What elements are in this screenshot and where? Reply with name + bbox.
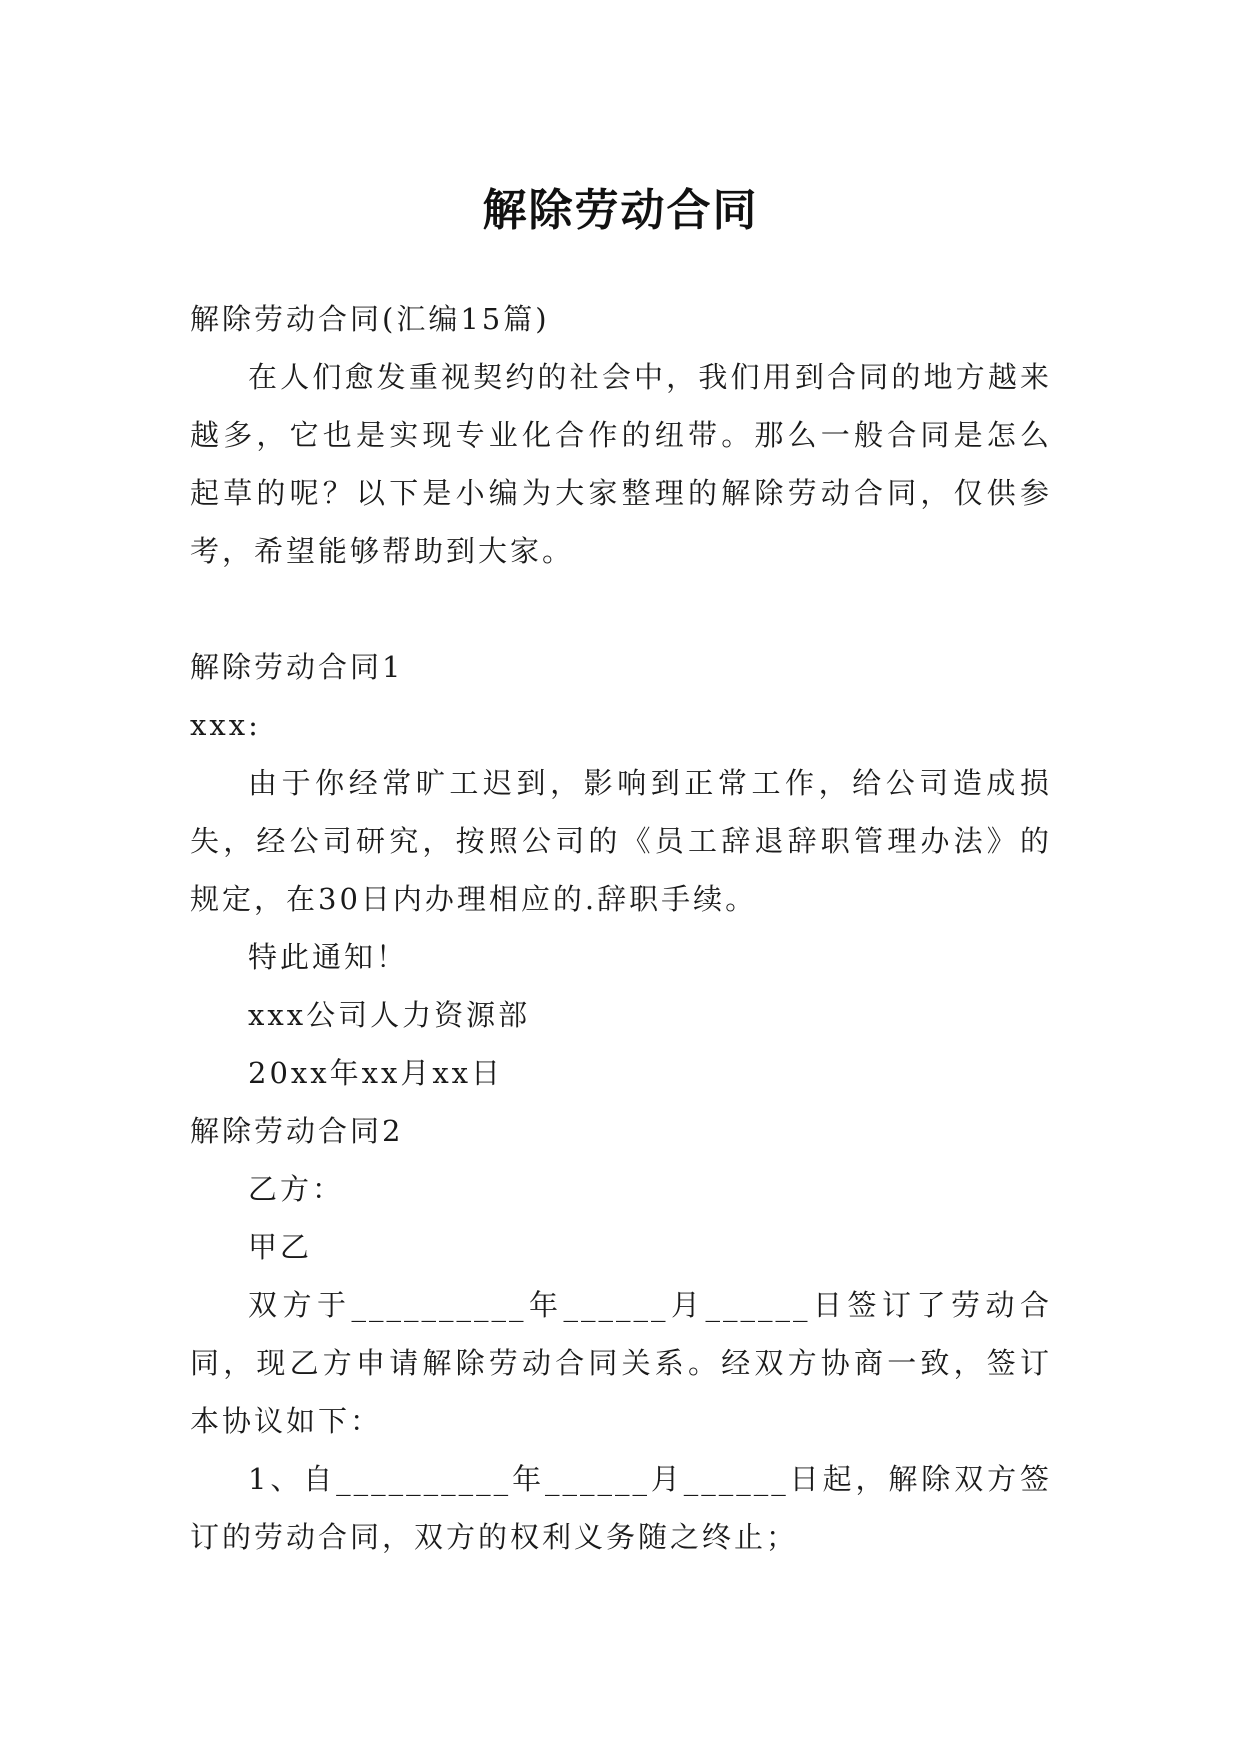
parties-line: 甲乙 <box>248 1230 313 1264</box>
collection-subtitle: 解除劳动合同(汇编15篇) <box>190 302 550 336</box>
notice-body-paragraph: 由于你经常旷工迟到，影响到正常工作，给公司造成损失，经公司研究，按照公司的《员工辞退辞职管理办法》的规定，在30日内办理相应的.辞职手续。 <box>190 766 1052 916</box>
party-b-line: 乙方： <box>248 1172 345 1206</box>
issuer-line: xxx公司人力资源部 <box>248 998 531 1032</box>
clause-1-paragraph: 1、自__________年______月______日起，解除双方签订的劳动合同，双方的权利义务随之终止； <box>190 1462 1052 1554</box>
section-heading-2: 解除劳动合同2 <box>190 1114 404 1148</box>
date-line: 20xx年xx月xx日 <box>248 1056 504 1090</box>
document-body <box>190 290 1052 1566</box>
section-heading-1: 解除劳动合同1 <box>190 650 404 684</box>
document-title: 解除劳动合同 <box>482 185 759 237</box>
recipient-line: xxx: <box>190 708 261 742</box>
intro-paragraph: 在人们愈发重视契约的社会中，我们用到合同的地方越来越多，它也是实现专业化合作的纽带。那么一般合同是怎么起草的呢？以下是小编为大家整理的解除劳动合同，仅供参考，希望能够帮助到大家。 <box>190 360 1052 568</box>
agreement-intro-paragraph: 双方于__________年______月______日签订了劳动合同，现乙方申请解除劳动合同关系。经双方协商一致，签订本协议如下： <box>190 1288 1052 1438</box>
notice-closing: 特此通知！ <box>248 940 409 974</box>
